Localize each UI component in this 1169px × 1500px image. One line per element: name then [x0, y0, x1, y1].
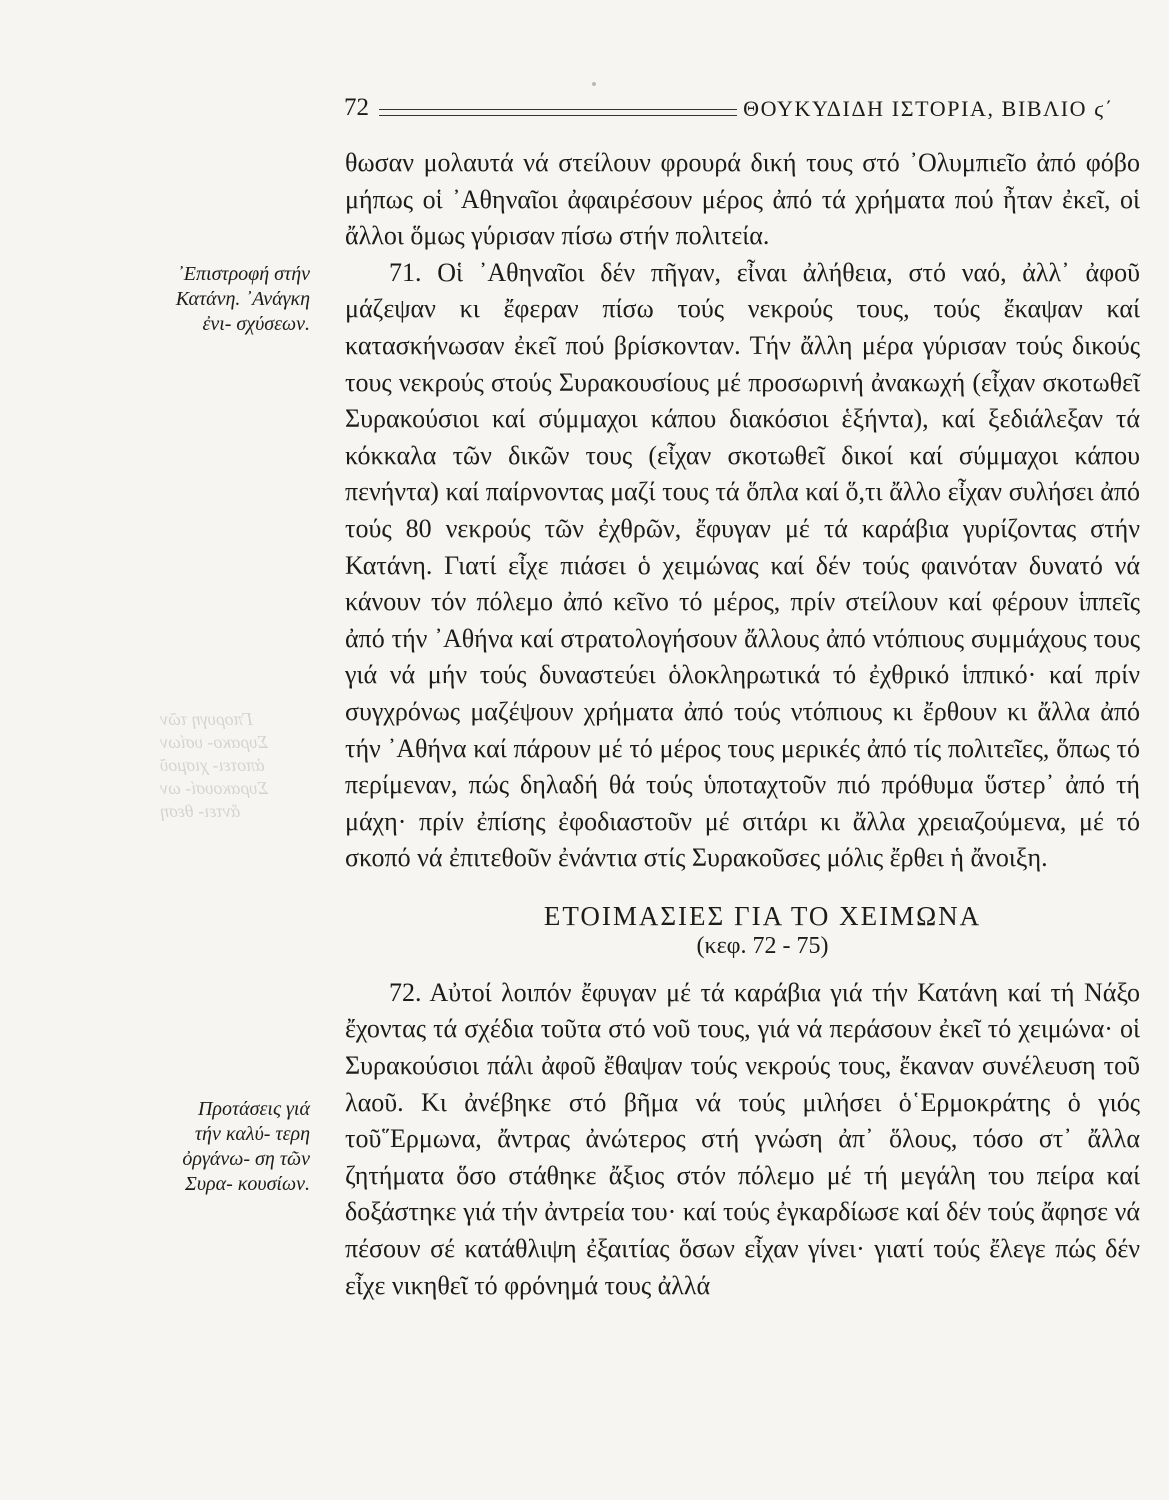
- margin-note-return-to-catana: ᾿Επιστροφή στήν Κατάνη. ᾿Ανάγκη ἐνι- σχύσεων.: [175, 263, 310, 335]
- section-title: ΕΤΟΙΜΑΣΙΕΣ ΓΙΑ ΤΟ ΧΕΙΜΩΝΑ: [543, 900, 982, 931]
- paragraph-72: 72. Αὐτοί λοιπόν ἔφυγαν μέ τά καράβια γιά τήν Κατάνη καί τή Νάξο ἔχοντας τά σχέδια τοῦτα στό νοῦ τους, γιά νά περάσουν ἐκεῖ τό χειμώνα· οἱ Συρακούσιοι πάλι ἀφοῦ ἔθαψαν τούς νεκρούς τους, ἔκαναν συνέλευση τοῦ λαοῦ. Κι ἀνέβηκε στό βῆμα νά τούς μιλήσει ὁ῾Ερμοκράτης ὁ γιός τοῦ῞Ερμωνα, ἄντρας ἀνώτερος στή γνώση ἀπ᾿ ὅλους, τόσο στ᾿ ἄλλα ζητήματα ὅσο στάθηκε ἄξιος στόν πόλεμο μέ τή μεγάλη του πείρα καί δοξάστηκε γιά τήν ἀντρεία του· καί τούς ἐγκαρδίωσε καί δέν τούς ἄφησε νά πέσουν σέ κατάθλιψη ἐξαιτίας ὅσων εἶχαν γίνει· γιατί τούς ἔλεγε πώς δέν εἶχε νικηθεῖ τό φρόνημά τους ἀλλά: [345, 977, 1140, 1300]
- page-number: 72: [344, 94, 369, 121]
- paragraph-71: 71. Οἱ ᾿Αθηναῖοι δέν πῆγαν, εἶναι ἀλήθεια, στό ναό, ἀλλ᾿ ἀφοῦ μάζεψαν κι ἔφεραν πίσω τούς νεκρούς τους, τούς ἔκαψαν καί κατασκήνωσαν ἐκεῖ πού βρίσκονταν. Τήν ἄλλη μέρα γύρισαν τούς δικούς τους νεκρούς στούς Συρακουσίους μέ προσωρινή ἀνακωχή (εἶχαν σκοτωθεῖ Συρακούσιοι καί σύμμαχοι κάπου διακόσιοι ἑξήντα), καί ξεδιάλεξαν τά κόκκαλα τῶν δικῶν τους (εἶχαν σκοτωθεῖ δικοί καί σύμμαχοι κάπου πενήντα) καί παίρνοντας μαζί τους τά ὅπλα καί ὅ,τι ἄλλο εἶχαν συλήσει ἀπό τούς 80 νεκρούς τῶν ἐχθρῶν, ἔφυγαν μέ τά καράβια γυρίζοντας στήν Κατάνη. Γιατί εἶχε πιάσει ὁ χειμώνας καί δέν τούς φαινόταν δυνατό νά κάνουν τόν πόλεμο ἀπό κεῖνο τό μέρος, πρίν στείλουν καί φέρουν ἱππεῖς ἀπό τήν ᾿Αθήνα καί στρατολογήσουν ἄλλους ἀπό ντόπιους συμμάχους τους γιά νά μήν τούς δυναστεύει ὁλοκληρωτικά τό ἐχθρικό ἱππικό· καί πρίν συγχρόνως μαζέψουν χρήματα ἀπό τούς ντόπιους κι ἔρθουν κι ἄλλα ἀπό τήν ᾿Αθήνα καί πάρουν μέ τό μέρος τους μερικές ἀπό τίς πολιτεῖες, ὅπως τό περίμεναν, πώς δηλαδή θά τούς ὑποταχτοῦν πιό πρόθυμα ὕστερ᾿ ἀπό τή μάχη· πρίν ἐπίσης ἐφοδιαστοῦν μέ σιτάρι κι ἄλλα χρειαζούμενα, μέ τό σκοπό νά ἐπιτεθοῦν ἐνάντια στίς Συρακοῦσες μόλις ἔρθει ἡ ἄνοιξη.: [345, 257, 1140, 873]
- margin-note-syracusan-proposals: Προτάσεις γιά τήν καλύ- τερη ὀργάνω- ση τῶν Συρα- κουσίων.: [182, 1098, 310, 1195]
- paragraph-continuation: θωσαν μολαυτά νά στείλουν φρουρά δική τους στό ᾿Ολυμπιεῖο ἀπό φόβο μήπως οἱ ᾿Αθηναῖοι ἀφαιρέσουν μέρος ἀπό τά χρήματα πού ἦταν ἐκεῖ, οἱ ἄλλοι ὅμως γύρισαν πίσω στήν πολιτεία.: [345, 148, 1140, 251]
- section-heading: [345, 901, 1140, 961]
- main-text-column: [345, 145, 1140, 1304]
- bleed-through-margin-note: Γπορυγη τῶν Συρακο- υσίων ἀποτει- χισμοῦ Συρακουσί- ων ἄντει- θεση: [160, 709, 269, 821]
- running-title: ΘΟΥΚΥΔΙΔΗ ΙΣΤΟΡΙΑ, ΒΙΒΛΙΟ ϛ΄: [743, 96, 1114, 121]
- header-rule: [379, 109, 737, 116]
- running-header: [344, 84, 1114, 120]
- section-chapter-range: (κεφ. 72 - 75): [696, 932, 829, 959]
